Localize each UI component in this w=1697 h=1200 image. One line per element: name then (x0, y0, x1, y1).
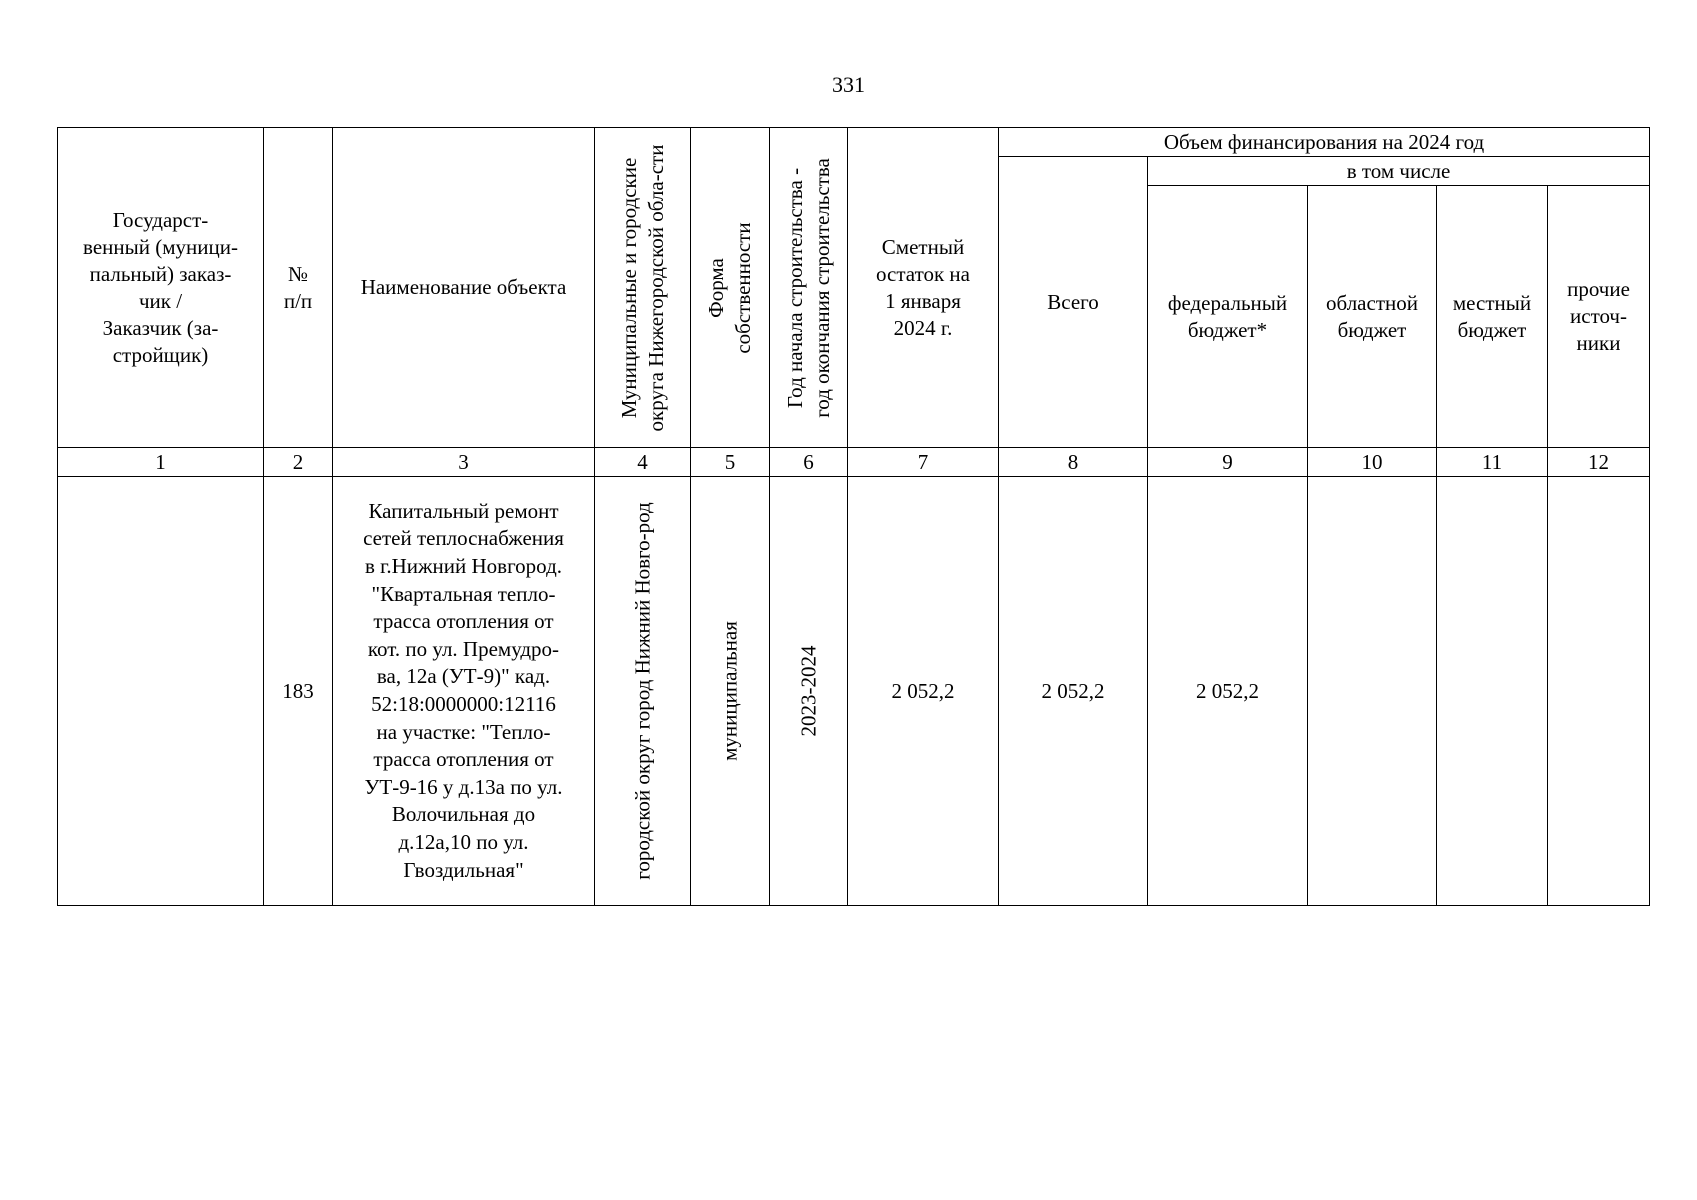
text-line: Год начала строительства - (782, 167, 807, 408)
text-line: Заказчик (за- (102, 315, 219, 340)
text-line: источ- (1570, 304, 1627, 328)
header-object-name: Наименование объекта (333, 128, 595, 448)
text-line: № (287, 261, 309, 286)
column-number: 10 (1308, 448, 1437, 477)
text-line: д.12а,10 по ул. (398, 829, 529, 854)
text-line: трасса отопления от (373, 609, 554, 634)
cell-total: 2 052,2 (999, 477, 1148, 906)
text-line: кот. по ул. Премудро- (367, 636, 560, 661)
text-line: в г.Нижний Новгород. (364, 554, 563, 579)
cell-customer (58, 477, 264, 906)
column-number: 7 (848, 448, 999, 477)
text-line: бюджет (1457, 317, 1527, 342)
text-line: областной (1326, 290, 1418, 315)
column-numbers-row (58, 448, 1650, 477)
financing-table (57, 127, 1650, 906)
column-number: 6 (770, 448, 848, 477)
header-customer (58, 128, 264, 448)
header-remainder-lines (852, 234, 994, 342)
text-line: сетей теплоснабжения (363, 526, 564, 551)
column-number: 3 (333, 448, 595, 477)
text-line: венный (муници- (83, 234, 238, 259)
header-total: Всего (999, 157, 1148, 448)
text-line: трасса отопления от (373, 747, 554, 772)
header-other-lines (1552, 276, 1645, 357)
table-row (58, 477, 1650, 906)
text-line: год окончания строительства (809, 157, 834, 418)
header-ownership-text (703, 222, 757, 353)
text-line: пальный) заказ- (89, 261, 232, 286)
text-line: бюджет* (1187, 317, 1268, 342)
cell-local (1437, 477, 1548, 906)
text-line: местный (1452, 290, 1532, 315)
header-financing-total: Объем финансирования на 2024 год (999, 128, 1650, 157)
text-line: Форма (704, 257, 728, 318)
text-line: собственности (731, 221, 755, 354)
header-municipality (595, 128, 691, 448)
column-number: 2 (264, 448, 333, 477)
cell-ownership (691, 477, 770, 906)
cell-municipality (595, 477, 691, 906)
cell-municipality-text: городской округ город Нижний Новго-род (630, 502, 654, 880)
cell-remainder: 2 052,2 (848, 477, 999, 906)
text-line: ва, 12а (УТ-9)" кад. (376, 664, 551, 689)
cell-object-name (333, 477, 595, 906)
page-number: 331 (832, 72, 865, 97)
text-line: УТ-9-16 у д.13а по ул. (364, 774, 563, 799)
text-line: Сметный (881, 234, 965, 259)
column-number: 1 (58, 448, 264, 477)
column-number: 11 (1437, 448, 1548, 477)
column-number: 4 (595, 448, 691, 477)
header-including: в том числе (1148, 157, 1650, 186)
header-row-top (58, 128, 1650, 157)
text-line: бюджет (1337, 317, 1407, 342)
text-line: чик / (138, 288, 183, 313)
header-years-text (782, 158, 836, 418)
cell-other (1548, 477, 1650, 906)
cell-regional (1308, 477, 1437, 906)
text-line: 2024 г. (893, 315, 953, 340)
cell-ownership-text: муниципальная (717, 621, 742, 761)
header-regional (1308, 186, 1437, 448)
text-line: 1 января (885, 288, 961, 313)
text-line: федеральный (1167, 290, 1288, 315)
text-line: Волочильная до (391, 802, 536, 827)
cell-years (770, 477, 848, 906)
header-number-lines (268, 261, 328, 315)
text-line: 52:18:0000000:12116 (371, 692, 556, 716)
header-municipality-text: Муниципальные и городские округа Нижегородской обла-сти (616, 144, 668, 431)
text-line: Капитальный ремонт (368, 498, 559, 523)
text-line: на участке: "Тепло- (376, 719, 551, 744)
text-line: ники (1576, 331, 1621, 355)
column-number: 12 (1548, 448, 1650, 477)
text-line: прочие (1567, 277, 1630, 301)
column-number: 8 (999, 448, 1148, 477)
cell-federal: 2 052,2 (1148, 477, 1308, 906)
header-ownership (691, 128, 770, 448)
cell-object-name-lines (337, 498, 590, 884)
header-number (264, 128, 333, 448)
header-regional-lines (1312, 290, 1432, 344)
text-line: "Квартальная тепло- (371, 581, 556, 606)
header-customer-lines (62, 207, 259, 369)
column-number: 9 (1148, 448, 1308, 477)
header-other (1548, 186, 1650, 448)
header-federal-lines (1152, 290, 1303, 344)
header-years (770, 128, 848, 448)
text-line: остаток на (876, 261, 970, 286)
header-remainder (848, 128, 999, 448)
header-local (1437, 186, 1548, 448)
column-number: 5 (691, 448, 770, 477)
text-line: стройщик) (112, 342, 209, 367)
cell-number: 183 (264, 477, 333, 906)
text-line: Гвоздильная" (403, 857, 524, 882)
text-line: п/п (283, 288, 313, 313)
header-local-lines (1441, 290, 1543, 344)
header-federal (1148, 186, 1308, 448)
text-line: Государст- (112, 207, 209, 232)
cell-years-text: 2023-2024 (796, 645, 820, 737)
